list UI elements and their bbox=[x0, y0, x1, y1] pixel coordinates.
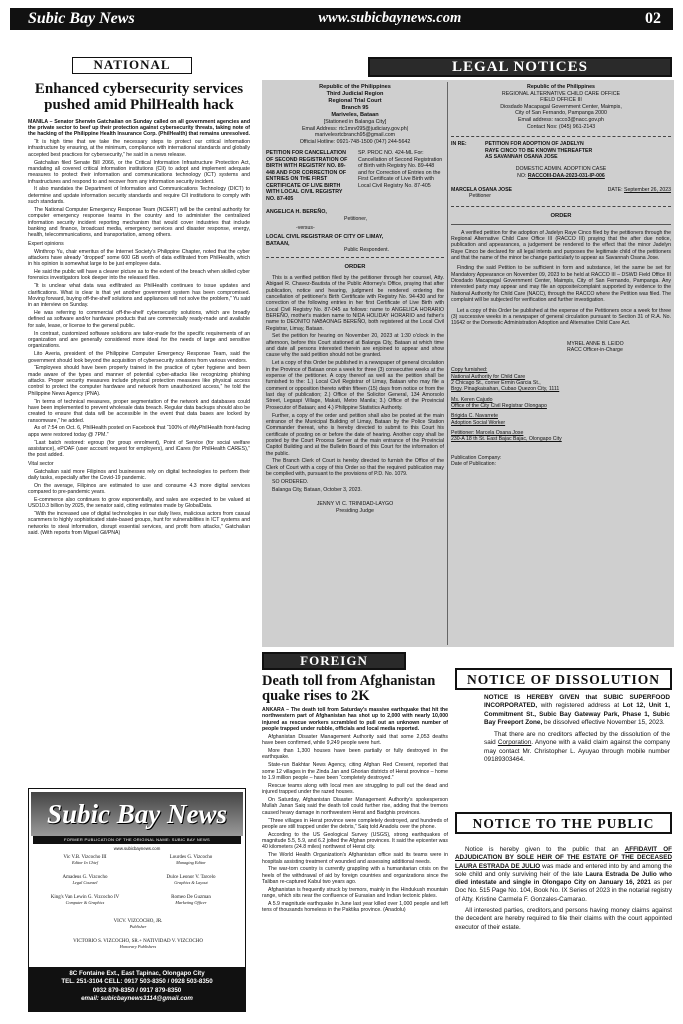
public-notice: Notice is hereby given to the public that an AFFIDAVIT OF ADJUDICATION BY SOLE HEIR OF THE ESTATE OF THE DECEASED LAURA ESTRADA DE JULIO was made and entered into by and among the sole child and only surviving heir of the late Laura Estrada De Julio who died intestate and single in Olongapo City on January 16, 2021 as per Doc No. 515 Page No. 104, Book No. IX Series of 2023 in the notarial registry of Atty. Kristine Carmela F. Gonzales-Camarao. All interested parties, creditors,and persons having money claims against the decedent are hereby required to file their claims with the court appointed executor of their estate. bbox=[455, 846, 673, 931]
adoption-para-1: A verified petition for the adoption of Jadelyn Raye Cinco filed by the petitioners through the Regional Alternative Child Care Office III (RACCO III) praying that the after due notice, publication and appearances, a judgement be rendered to the effect that the minor Jadelyn Raye Cinco be declared for all legal intents and purposes the legitimate child of the petitioners and that the name of the minor be change particularly to appear as Savannah Osana Jose. bbox=[451, 229, 671, 262]
divider-line bbox=[451, 224, 671, 225]
respondent-name: LOCAL CIVIL REGISTRAR OF CITY OF LIMAY, BATAAN, bbox=[266, 234, 384, 247]
paragraph: The war-torn country is currently grappling with a humanitarian crisis on the heels of the withdrawal of aid by foreign countries and organizations since the Taliban re-captured Kabul two years ago. bbox=[262, 866, 448, 886]
paragraph: On Saturday, Afghanistan Disaster Management Authority's spokesperson Mullah Janan Saiq said the death toll could further rise, adding that the tremors caused heavy damage in northwestern Herat and Badghis provinces. bbox=[262, 796, 448, 816]
page-number: 02 bbox=[644, 10, 661, 28]
staff-entry: King's Van Lewin G. Vizcocho IV Computer & Graphics bbox=[50, 895, 120, 905]
case-number-line: NO: RACCOIII-DAA-2023-031-IP-006 bbox=[517, 172, 605, 179]
petitioner-date-line: MARCELA OSANA JOSE DATE: September 26, 2023 bbox=[451, 186, 671, 193]
paragraph: In contrast, customized software solutions are tailor-made for the specific requirements of an organization and are generally considered more ideal for the needs of large and sensitive organizations. bbox=[28, 330, 250, 350]
staff-entry: Lourdes G. Vizcocho Managing Editor bbox=[169, 855, 213, 865]
masthead bbox=[10, 8, 673, 30]
paragraph: The World Health Organization's Afghanistan office said its teams were in hospitals assisting treatment of wounded and assessing additional needs. bbox=[262, 852, 448, 865]
judge-role: Presiding Judge bbox=[336, 507, 374, 514]
order-body bbox=[266, 275, 444, 493]
staff-entry: VICTORIO S. VIZCOCHO, SR.+ NATIVIDAD V. VIZCOCHO Honorary Publishers bbox=[73, 939, 203, 949]
paragraph: Let a copy of this Order be published in a newspaper of general circulation in the Province of Bataan once a week for three (3) consecutive weeks at the expense of the petitioner. A copy thereof as well as the petition shall be furnished to the: 1.) Local Civil Registrar of Limay, Bataan who may file a comment or opposition thereto within fifteen (15) days from notice or from the last day of publication; 2.) Office of the Solicitor General, 134 Amorsolo Street, Legaspi Village, Makati, Metro Manila; 3.) Office of the Provincial Prosecutor of Bataan; and 4.) Philippine Statistics Authority. bbox=[266, 360, 444, 411]
paragraph: “It is unclear what data was exfiltrated as PhilHealth continues to issue updates and clarifications. What is clear is that yet another government system has been compromised. Moving forward, buying off-the-shelf solutions and appliances will not solve the problem,” Yu said in an interview on Sunday. bbox=[28, 283, 250, 309]
paragraph: This is a verified petition filed by the petitioner through her counsel, Atty. Abigael R. Chavez-Bautista of the Public Attorney's Office, praying that after publication, notice and hearing, judgment be rendered ordering the cancellation of petitioner's Birth Certificate with Registry No. 94-430 and for correction of the following entries in her first Certificate of Live Birth with Local Civil Registry No. 87-045 as follows: name to ANGELICA HORARIO BEREÑO, mother's maiden name to NIDA HOLIDAY HORARIO and father's name to DEONITO NABAONAG BEREÑO, both registered at the Local Civil Registrar, Limay, Bataan. bbox=[266, 274, 444, 332]
legal-divider bbox=[447, 82, 448, 645]
paragraph: Winthrop Yu, chair emeritus of the Internet Society’s Philippine Chapter, noted that the cyber attackers have already “dropped” some 600 GB worth of data exfiltrated from PhilHealth, which in his opinion is somewhat large to be just employee data. bbox=[28, 248, 250, 268]
newspaper-name: Subic Bay News bbox=[28, 10, 135, 28]
ad-telephone: TEL. 251-3104 CELL: 0917 503-8350 / 0928 503-8350 bbox=[61, 978, 213, 986]
paragraph: “Three villages in Herat province were completely destroyed, and hundreds of people are still trapped under the debris,” Saiq told Anadolu over the phone. bbox=[262, 817, 448, 830]
officer-signature: MYREL ANNE B. LEIDO RACC Officer-in-Charge bbox=[567, 340, 624, 353]
section-national: NATIONAL bbox=[72, 57, 192, 74]
staff-entry: Dulce Leonor V. Tarcelo Graphics & Layout bbox=[166, 875, 216, 885]
paragraph: According to the US Geological Survey (USGS), strong earthquakes of magnitude 5.5, 5.9, and 6.2 jolted the Afghan provinces. It said the epicenter was 40 kilometers (24.8 miles) northwest of Herat city. bbox=[262, 831, 448, 851]
judge-name: JENNY VI C. TRINIDAD-LAYGO bbox=[316, 501, 394, 508]
legal-notice-adoption bbox=[451, 84, 671, 644]
case-caption: PETITION FOR CANCELLATION OF SECOND REGISTRATION OF BIRTH WITH REGISTRY NO. 89-448 AND FOR CORRECTION OF ENTRIES ON THE FIRST CERTIFICATE OF LIVE BIRTH WITH LOCAL CIVIL REGISTRY NO. 87-405 SP. PROC NO. 424-ML For: Cancellation of Second Registration of Birth with Registry No. 89-448 and for Correction of Entries on the First Certificate of Live Birth with Local Civil Registry No. 87-405 bbox=[266, 150, 443, 202]
section-foreign: FOREIGN bbox=[262, 652, 406, 670]
section-legal-notices: LEGAL NOTICES bbox=[368, 57, 672, 77]
staff-entry: Vic V.B. Vizcocho III Editor In Chief bbox=[63, 855, 107, 865]
foreign-article bbox=[262, 674, 448, 1016]
paragraph: E-commerce also continues to grow exponentially, and sales are expected to be valued at USD10.3 billion by 2025, the senator said, citing estimates made by GlobalData. bbox=[28, 496, 250, 510]
case-type: DOMESTIC ADMIN. ADOPTION CASE bbox=[515, 166, 607, 173]
paragraph: Afghanistan Disaster Management Authority said that some 2,053 deaths have been confirmed, while 9,249 people were hurt. bbox=[262, 733, 448, 747]
paragraph: The Branch Clerk of Court is hereby directed to furnish the Office of the Clerk of Court with a copy of this Order so that the required publication may be complied with, pursuant to the provisions of P.D. No. 1079. bbox=[266, 458, 444, 478]
ad-tagline: FORMER PUBLICATION OF THE ORIGINAL NAME: SUBIC BAY NEWS bbox=[33, 836, 241, 844]
ad-website[interactable]: www.subicbaynews.com bbox=[113, 846, 161, 851]
divider-line bbox=[451, 136, 671, 137]
versus-label: -versus- bbox=[296, 224, 315, 231]
court-contact: [Stationed in Balanga City] Email Address: rtc1mrv095@judiciary.gov.ph| marivelesrtcbranch95@gmail.com Official Hotline: 0921-748-1500 (047) 244-5642 bbox=[299, 118, 411, 145]
paragraph: On the average, Filipinos are estimated to use and consume 4.3 more digital services compared to pre-pandemic years. bbox=[28, 482, 250, 496]
respondent-role: Public Respondent. bbox=[344, 247, 389, 254]
divider-line bbox=[451, 206, 671, 207]
ad-telephone-2: 0932 879-8350 / 0917 879-8350 bbox=[92, 986, 182, 994]
court-header: Republic of the Philippines Third Judicial Region Regional Trial Court Branch 95 Mariveles, Bataan bbox=[319, 84, 391, 118]
foreign-body bbox=[262, 734, 448, 914]
paragraph: Set the petition for hearing on November 20, 2023 at 1:30 o'clock in the afternoon, before this Court stationed at Balanga City, Bataan at which time and date all persons interested therein are enjoined to appear and show cause why the said petition should not be granted. bbox=[266, 333, 444, 359]
in-re-block: IN RE: PETITION FOR ADOPTION OF JADELYN RAYE CINCO TO BE KNOWN THEREAFTER AS SAVANNAH OSANA JOSE bbox=[451, 141, 593, 160]
masthead-ad-box bbox=[28, 788, 246, 1012]
paragraph: Expert opinions bbox=[28, 240, 64, 247]
paragraph: The National Computer Emergency Response Team (NCERT) will be the central authority for computer emergency response teams in the country and to administer the centralized information security incident reporting mechanism that would cover industries that include banking and finance, broadcast media, emergency services and disaster response, energy, health, telecommunications, and transportation, among others. bbox=[28, 206, 250, 239]
paragraph: Further, a copy of the order and petition shall also be posted at the main entrance of the Municipal Building of Limay, Bataan by the Police Station Commander thereat, who is hereby directed to submit to this Court his certificate of posting on or before the date of hearing. Another copy shall be posted by the Court Process Server at the main entrance of the Provincial Capitol Building and at the Bulletin Board of this Court for the information of the public. bbox=[266, 412, 444, 457]
paragraph: “In terms of technical measures, proper segmentation of the network and databases could have been implemented to prevent wholesale data breach. Regular data backups should also be created to ensure that data will be accessible in the event that data bases are locked by ransomware,” he added. bbox=[28, 398, 250, 424]
racco-header: Republic of the Philippines REGIONAL ALTERNATIVE CHILD CARE OFFICE FIELD OFFICE III Diosdado Macapagal Government Center, Maimpis, City of San Fernando, Pampanga 2000 Email address: racco3@nacc.gov.ph Contact Nos: (045) 961-2143 bbox=[500, 84, 622, 130]
paragraph: He said the public will have a clearer picture as to the extent of the breach when skilled cyber forensics investigators look deeper into the released files. bbox=[28, 269, 250, 282]
paragraph: It also mandates the Department of Information and Communications Technology (DICT) to determine and update information security standards and require CII institutions to comply with such standards. bbox=[28, 186, 250, 206]
paragraph: “Last batch restored: egroup (for group enrolment), Point of Service (for social welfare assistance), ePOAF (user account request for employers), and iCares (for PhilHealth CARES),” the post added. bbox=[28, 439, 250, 459]
paragraph: Afghanistan is frequently struck by tremors, mainly in the Hindukush mountain range, which sits near the confluence of Eurasian and Indian tectonic plates. bbox=[262, 886, 448, 900]
newspaper-url[interactable]: www.subicbaynews.com bbox=[318, 10, 462, 27]
legal-notice-court-order bbox=[266, 84, 444, 644]
order-title: ORDER bbox=[550, 212, 572, 219]
foreign-headline: Death toll from Afghanistan quake rises to 2K bbox=[262, 674, 436, 704]
petitioner-role: Petitioner bbox=[469, 193, 491, 200]
paragraph: Gatchalian filed Senate Bill 2066, or the Critical Information Infrastructure Protection Act, mandating all covered critical information institutions (CII) to adopt and implement adequate measures to protect their information and communications technology (ICT) systems and infrastructures and respond to and recover from any information security incident. bbox=[28, 159, 250, 185]
national-headline: Enhanced cybersecurity services pushed amid PhilHealth hack bbox=[34, 82, 244, 113]
section-notice-to-the-public: NOTICE TO THE PUBLIC bbox=[455, 812, 672, 834]
paragraph: “Employees should have been properly trained in the practice of cyber hygiene and been made aware of the types and manner of potential cyber-attacks like recognizing phishing attacks. Proper security measures include physical protection measures like physical access control to protect the computer hardware and network from unauthorized access,” he told the Philippine News Agency (PNA). bbox=[28, 365, 250, 397]
order-title: ORDER bbox=[344, 263, 366, 270]
staff-entry: VICV. VIZCOCHO, JR. Publisher bbox=[113, 919, 163, 929]
dissolution-notice: NOTICE IS HEREBY GIVEN that SUBIC SUPERFOOD INCORPORATED, with registered address at Lot 12, Unit 1, Commitment St., Subic Bay Gateway Park, Phase 1, Subic Bay Freeport Zone, be dissolved effective November 15, 2023. That there are no creditors affected by the dissolution of the said Corporation. Anyone with a valid claim against the company may contact Mr. Christopher L. Ayuyao through mobile number 09189303464. bbox=[484, 694, 671, 764]
section-notice-of-dissolution: NOTICE OF DISSOLUTION bbox=[455, 668, 672, 690]
copy-furnished: Copy furnished: National Authority for Child Care 2 Chicago St., corner Ermin Garcia St., Brgy. Pinagkaisahan, Cubao Quezon City, 1111 Ms. Keren Cajudo Office of the City Civil Registrar Olongapo Brigida C. Navarrete Adoption Social Worker Petitioner: Marcela Osana Jose 230-A 18 th St. East Bajac Bajac, Olongapo City Publication Company: Date of Publication: bbox=[451, 367, 562, 468]
paragraph: SO ORDERED. bbox=[272, 479, 309, 486]
national-lead: MANILA – Senator Sherwin Gatchalian on Sunday called on all government agencies and the private sector to beef up their protection against cybersecurity threats, taking note of the hacking of the Philippine Health Insurance Corp. (PhilHealth) that remains unresolved. bbox=[28, 118, 250, 138]
paragraph: State-run Bakhtar News Agency, citing Afghan Red Cresent, reported that some 12 villages in the Zinda Jan and Ghorian districts of Herat province – home to 1.9 million people – have been “completely destroyed.” bbox=[262, 762, 448, 781]
staff-entry: Amadeus G. Vizcocho Legal Counsel bbox=[62, 875, 108, 885]
ad-email[interactable]: email: subicbaynews3114@gmail.com bbox=[81, 995, 193, 1003]
national-body bbox=[28, 139, 250, 536]
paragraph: Balanga City, Bataan, October 3, 2023. bbox=[272, 486, 362, 493]
divider-line bbox=[266, 257, 444, 258]
paragraph: “With the increased use of digital technologies in our daily lives, malicious actors from casual scammers to highly sophisticated state-based groups, hunt for vulnerabilities in ICT systems and networks to steal information, disrupt essential services, and profit from attacks,” Gatchalian said. (With reports from Miguel Gil/PNA) bbox=[28, 511, 250, 537]
paragraph: A 5.9 magnitude earthquake in June last year killed over 1,000 people and left tens of thousands homeless in the Paktika province. (Anadolu) bbox=[262, 901, 448, 914]
paragraph: “It is high time that we take the necessary steps to protect our critical information infrastructure by ensuring, at the minimum, compliance with international standards and globally accepted best practices for cybersecurity,” he said in a news release. bbox=[28, 139, 250, 158]
adoption-para-2: Finding the said Petition to be sufficient in form and substance, let the same be set for Mandatory Appearance on November 09, 2023 to be held at RACCO III – DSWD Field Office III Diosdado Macapagal Government Center, Maimpis, City of San Fernando, Pampanga. Any interested party may appear and may file an opposite/complaint supported by evidence to the National Authority for Child Care (NACC), through the RACCO where the Petition was filed. The complaint will be subjected for verification and further investigation. bbox=[451, 265, 671, 304]
paragraph: More than 1,300 houses have been partially or fully destroyed in the earthquake. bbox=[262, 748, 448, 761]
paragraph: He was referring to commercial off-the-shelf cybersecurity solutions, which are broadly defined as software and/or hardware products that are commercially ready-made and available for sale, lease, or license to the general public. bbox=[28, 310, 250, 329]
paragraph: Rescue teams along with local men are struggling to pull out the dead and injured trapped under the razed houses. bbox=[262, 782, 448, 796]
national-article bbox=[28, 82, 250, 782]
petitioner-name: ANGELICA H. BEREÑO, bbox=[266, 208, 327, 215]
adoption-para-3: Let a copy of this Order be published at the expense of the Petitioners once a week for three (3) successive weeks in a newspaper of general circulation pursuant to Section 31 of R.A. No. 11642 or the Domestic Administration Adoption and Alternative Child Care Act. bbox=[451, 307, 671, 327]
ad-address: 8C Fontaine Ext., East Tapinac, Olongapo City bbox=[69, 970, 205, 977]
petitioner-role: Petitioner, bbox=[344, 215, 368, 222]
paragraph: Gatchalian said more Filipinos and businesses rely on digital technologies to perform their daily tasks, especially after the Covid-19 pandemic. bbox=[28, 468, 250, 481]
paragraph: As of 7:54 on Oct. 6, PhilHealth posted on Facebook that “100% of #MyPhilHealth front-facing apps were restored today @ 7PM.” bbox=[28, 425, 250, 438]
paragraph: Lito Averia, president of the Philippine Computer Emergency Response Team, said the government should look beyond the acquisition of cybersecurity solutions from various vendors. bbox=[28, 351, 250, 364]
staff-entry: Romeo De Guzman Marketing Officer bbox=[171, 895, 211, 905]
ad-contact-footer bbox=[29, 967, 245, 1011]
ad-logo: Subic Bay News bbox=[31, 792, 243, 836]
paragraph: Vital sector bbox=[28, 460, 54, 467]
foreign-lead: ANKARA – The death toll from Saturday's massive earthquake that hit the northwestern part of Afghanistan has shot up to 2,000 with nearly 10,000 injured as rescue workers scrambled to pull out an unknown number of people trapped under rubble, officials and local media reported. bbox=[262, 707, 448, 733]
